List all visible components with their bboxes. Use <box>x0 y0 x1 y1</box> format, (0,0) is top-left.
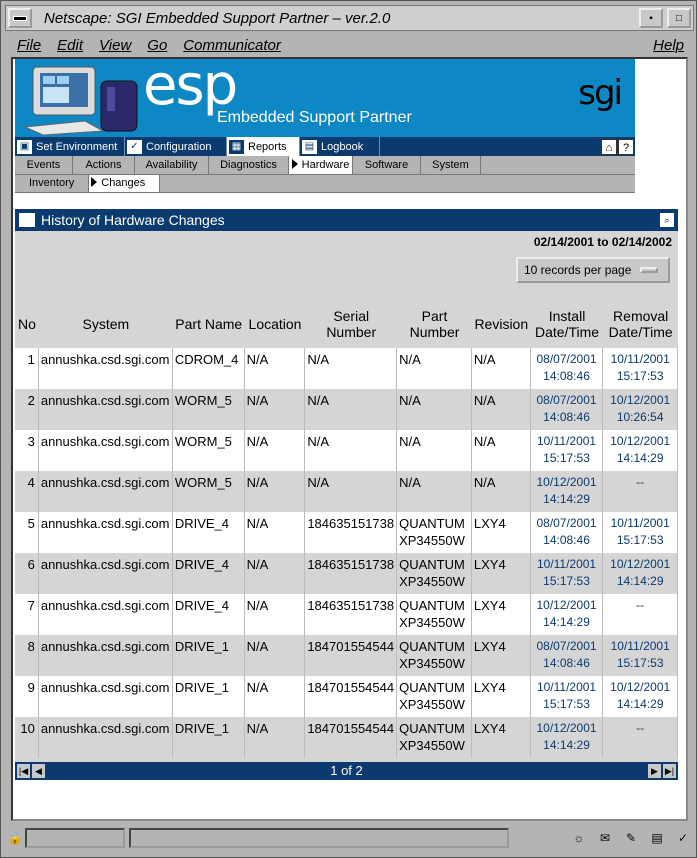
cell-install: 10/12/2001 14:14:29 <box>531 471 604 512</box>
cell-revision: LXY4 <box>472 635 531 676</box>
cell-revision: LXY4 <box>472 676 531 717</box>
tab-software[interactable]: Software <box>353 156 421 174</box>
tab-changes[interactable]: Changes <box>89 175 160 192</box>
col-part-name: Part Name <box>175 316 243 332</box>
monitor-icon: ▣ <box>17 140 32 154</box>
table-row <box>15 676 678 717</box>
window-title: Netscape: SGI Embedded Support Partner – ver.2.0 <box>44 9 391 27</box>
cell-no: 10 <box>15 717 39 758</box>
arrow-right-icon <box>292 159 298 169</box>
dropdown-icon <box>640 267 658 273</box>
cell-system: annushka.csd.sgi.com <box>39 348 173 389</box>
nav-set-environment[interactable]: ▣ Set Environment <box>15 137 125 156</box>
cell-part-number: QUANTUM XP34550W <box>397 676 472 717</box>
cell-serial: N/A <box>305 389 397 430</box>
panel-header <box>15 209 678 231</box>
cell-part-name: DRIVE_1 <box>173 717 245 758</box>
cell-part-number: QUANTUM XP34550W <box>397 635 472 676</box>
records-per-page-select[interactable]: 10 records per page <box>516 257 670 283</box>
cell-system: annushka.csd.sgi.com <box>39 512 173 553</box>
cell-system: annushka.csd.sgi.com <box>39 594 173 635</box>
check-icon: ✓ <box>127 140 142 154</box>
col-no: No <box>17 316 36 332</box>
cell-revision: N/A <box>472 471 531 512</box>
cell-removal: 10/12/2001 14:14:29 <box>603 676 678 717</box>
next-page-icon[interactable]: ▶ <box>648 764 661 778</box>
col-revision: Revision <box>474 316 529 332</box>
cell-part-name: CDROM_4 <box>173 348 245 389</box>
menu-bar <box>5 33 694 57</box>
cell-no: 6 <box>15 553 39 594</box>
page-content <box>11 57 688 821</box>
cell-location: N/A <box>245 676 306 717</box>
cell-serial: 184701554544 <box>305 635 397 676</box>
cell-removal: 10/12/2001 14:14:29 <box>603 430 678 471</box>
arrow-right-icon <box>91 177 97 187</box>
cell-removal: 10/11/2001 15:17:53 <box>603 512 678 553</box>
tab-hardware[interactable]: Hardware <box>289 156 353 174</box>
maximize-button[interactable]: □ <box>667 8 691 28</box>
cell-location: N/A <box>245 471 306 512</box>
cell-part-name: DRIVE_1 <box>173 676 245 717</box>
cell-location: N/A <box>245 635 306 676</box>
cell-no: 9 <box>15 676 39 717</box>
cell-part-number: QUANTUM XP34550W <box>397 717 472 758</box>
cell-part-name: WORM_5 <box>173 430 245 471</box>
cell-no: 5 <box>15 512 39 553</box>
cell-system: annushka.csd.sgi.com <box>39 717 173 758</box>
cell-no: 2 <box>15 389 39 430</box>
cell-system: annushka.csd.sgi.com <box>39 430 173 471</box>
pager-bar <box>15 762 678 780</box>
cell-no: 8 <box>15 635 39 676</box>
cell-system: annushka.csd.sgi.com <box>39 471 173 512</box>
menu-file[interactable]: File <box>17 36 42 54</box>
menu-view[interactable]: View <box>99 36 132 54</box>
cell-serial: 184701554544 <box>305 717 397 758</box>
cell-revision: N/A <box>472 430 531 471</box>
page-indicator: 1 of 2 <box>330 763 363 778</box>
cell-removal: -- <box>603 471 678 512</box>
cell-serial: 184635151738 <box>305 594 397 635</box>
cell-system: annushka.csd.sgi.com <box>39 635 173 676</box>
table-row <box>15 553 678 594</box>
hardware-subnav <box>15 175 635 193</box>
table-row <box>15 717 678 758</box>
cell-install: 08/07/2001 14:08:46 <box>531 635 604 676</box>
cell-part-name: DRIVE_1 <box>173 635 245 676</box>
tab-events[interactable]: Events <box>15 156 73 174</box>
cell-location: N/A <box>245 389 306 430</box>
security-lock-icon[interactable]: 🔓 <box>7 831 23 845</box>
minimize-button[interactable]: ▪ <box>639 8 663 28</box>
first-page-icon[interactable]: |◀ <box>18 766 29 776</box>
nav-reports[interactable]: ▦ Reports <box>227 137 300 156</box>
cell-serial: N/A <box>305 348 397 389</box>
cell-system: annushka.csd.sgi.com <box>39 676 173 717</box>
navigator-icon[interactable]: ☼ <box>573 831 585 845</box>
esp-banner <box>15 59 635 137</box>
cell-removal: -- <box>603 717 678 758</box>
cell-location: N/A <box>245 430 306 471</box>
zoom-icon[interactable]: ⌕ <box>660 213 674 227</box>
main-nav <box>15 137 635 156</box>
cell-install: 10/11/2001 15:17:53 <box>531 430 604 471</box>
discussions-icon[interactable]: ✎ <box>625 831 637 845</box>
table-row <box>15 430 678 471</box>
cell-location: N/A <box>245 348 306 389</box>
cell-revision: LXY4 <box>472 717 531 758</box>
cell-location: N/A <box>245 553 306 594</box>
cell-revision: LXY4 <box>472 553 531 594</box>
last-page-icon[interactable]: ▶| <box>664 766 675 776</box>
esp-logo: esp <box>143 59 237 118</box>
edit-icon[interactable]: ✓ <box>677 831 689 845</box>
cell-part-number: QUANTUM XP34550W <box>397 553 472 594</box>
menu-help[interactable]: Help <box>653 36 684 54</box>
cell-serial: 184635151738 <box>305 553 397 594</box>
cell-serial: N/A <box>305 430 397 471</box>
col-system: System <box>82 316 130 332</box>
cell-part-name: DRIVE_4 <box>173 594 245 635</box>
reports-subnav <box>15 156 635 175</box>
home-icon[interactable]: ⌂ <box>601 139 617 155</box>
cell-revision: LXY4 <box>472 594 531 635</box>
cell-install: 10/11/2001 15:17:53 <box>531 676 604 717</box>
col-serial-number: Serial Number <box>326 308 377 340</box>
menu-communicator[interactable]: Communicator <box>183 36 281 54</box>
table-icon <box>19 213 35 227</box>
cell-no: 1 <box>15 348 39 389</box>
cell-serial: 184635151738 <box>305 512 397 553</box>
cell-no: 7 <box>15 594 39 635</box>
cell-part-name: WORM_5 <box>173 471 245 512</box>
table-row <box>15 471 678 512</box>
window-menu-button[interactable] <box>8 8 32 28</box>
cell-no: 4 <box>15 471 39 512</box>
menu-edit[interactable]: Edit <box>57 36 84 54</box>
tab-availability[interactable]: Availability <box>135 156 209 174</box>
cell-system: annushka.csd.sgi.com <box>39 389 173 430</box>
mail-icon[interactable]: ✉ <box>599 831 611 845</box>
col-removal: Removal Date/Time <box>608 308 673 340</box>
cell-removal: 10/12/2001 14:14:29 <box>603 553 678 594</box>
cell-part-number: QUANTUM XP34550W <box>397 594 472 635</box>
cell-no: 3 <box>15 430 39 471</box>
cell-part-name: WORM_5 <box>173 389 245 430</box>
cell-part-number: N/A <box>397 389 472 430</box>
cell-part-name: DRIVE_4 <box>173 553 245 594</box>
cell-revision: N/A <box>472 389 531 430</box>
status-progress <box>25 828 125 848</box>
cell-install: 10/12/2001 14:14:29 <box>531 594 604 635</box>
hardware-changes-table <box>15 300 678 758</box>
cell-revision: LXY4 <box>472 512 531 553</box>
title-bar <box>5 5 694 31</box>
table-icon: ▦ <box>229 140 244 154</box>
cell-part-number: N/A <box>397 348 472 389</box>
col-part-number: Part Number <box>409 308 460 340</box>
cell-install: 08/07/2001 14:08:46 <box>531 512 604 553</box>
cell-revision: N/A <box>472 348 531 389</box>
cell-install: 08/07/2001 14:08:46 <box>531 389 604 430</box>
cell-install: 10/11/2001 15:17:53 <box>531 553 604 594</box>
cell-install: 10/12/2001 14:14:29 <box>531 717 604 758</box>
composer-icon[interactable]: ▤ <box>651 831 663 845</box>
panel-title: History of Hardware Changes <box>41 212 225 228</box>
cell-location: N/A <box>245 512 306 553</box>
table-row <box>15 594 678 635</box>
esp-subtitle: Embedded Support Partner <box>217 109 412 126</box>
nav-configuration[interactable]: ✓ Configuration <box>125 137 227 156</box>
table-row <box>15 389 678 430</box>
tab-inventory[interactable]: Inventory <box>15 175 89 192</box>
cell-part-number: QUANTUM XP34550W <box>397 512 472 553</box>
tab-diagnostics[interactable]: Diagnostics <box>209 156 289 174</box>
status-bar <box>5 825 694 851</box>
book-icon: ▤ <box>302 140 317 154</box>
cell-removal: -- <box>603 594 678 635</box>
date-range: 02/14/2001 to 02/14/2002 <box>533 235 672 249</box>
cell-serial: N/A <box>305 471 397 512</box>
nav-logbook[interactable]: ▤ Logbook <box>300 137 380 156</box>
computer-icon <box>23 65 153 135</box>
cell-removal: 10/11/2001 15:17:53 <box>603 635 678 676</box>
col-install: Install Date/Time <box>534 308 600 340</box>
help-icon[interactable]: ? <box>618 139 634 155</box>
cell-install: 08/07/2001 14:08:46 <box>531 348 604 389</box>
history-panel <box>15 209 678 779</box>
prev-page-icon[interactable]: ◀ <box>32 764 45 778</box>
cell-removal: 10/11/2001 15:17:53 <box>603 348 678 389</box>
sgi-logo: sgi <box>578 73 621 113</box>
cell-part-number: N/A <box>397 471 472 512</box>
table-row <box>15 512 678 553</box>
cell-system: annushka.csd.sgi.com <box>39 553 173 594</box>
col-location: Location <box>248 316 302 332</box>
cell-location: N/A <box>245 594 306 635</box>
tab-actions[interactable]: Actions <box>73 156 135 174</box>
status-text <box>129 828 509 848</box>
cell-serial: 184701554544 <box>305 676 397 717</box>
cell-location: N/A <box>245 717 306 758</box>
cell-part-name: DRIVE_4 <box>173 512 245 553</box>
table-row <box>15 348 678 389</box>
tab-system[interactable]: System <box>421 156 481 174</box>
table-row <box>15 635 678 676</box>
menu-go[interactable]: Go <box>147 36 168 54</box>
cell-part-number: N/A <box>397 430 472 471</box>
cell-removal: 10/12/2001 10:26:54 <box>603 389 678 430</box>
